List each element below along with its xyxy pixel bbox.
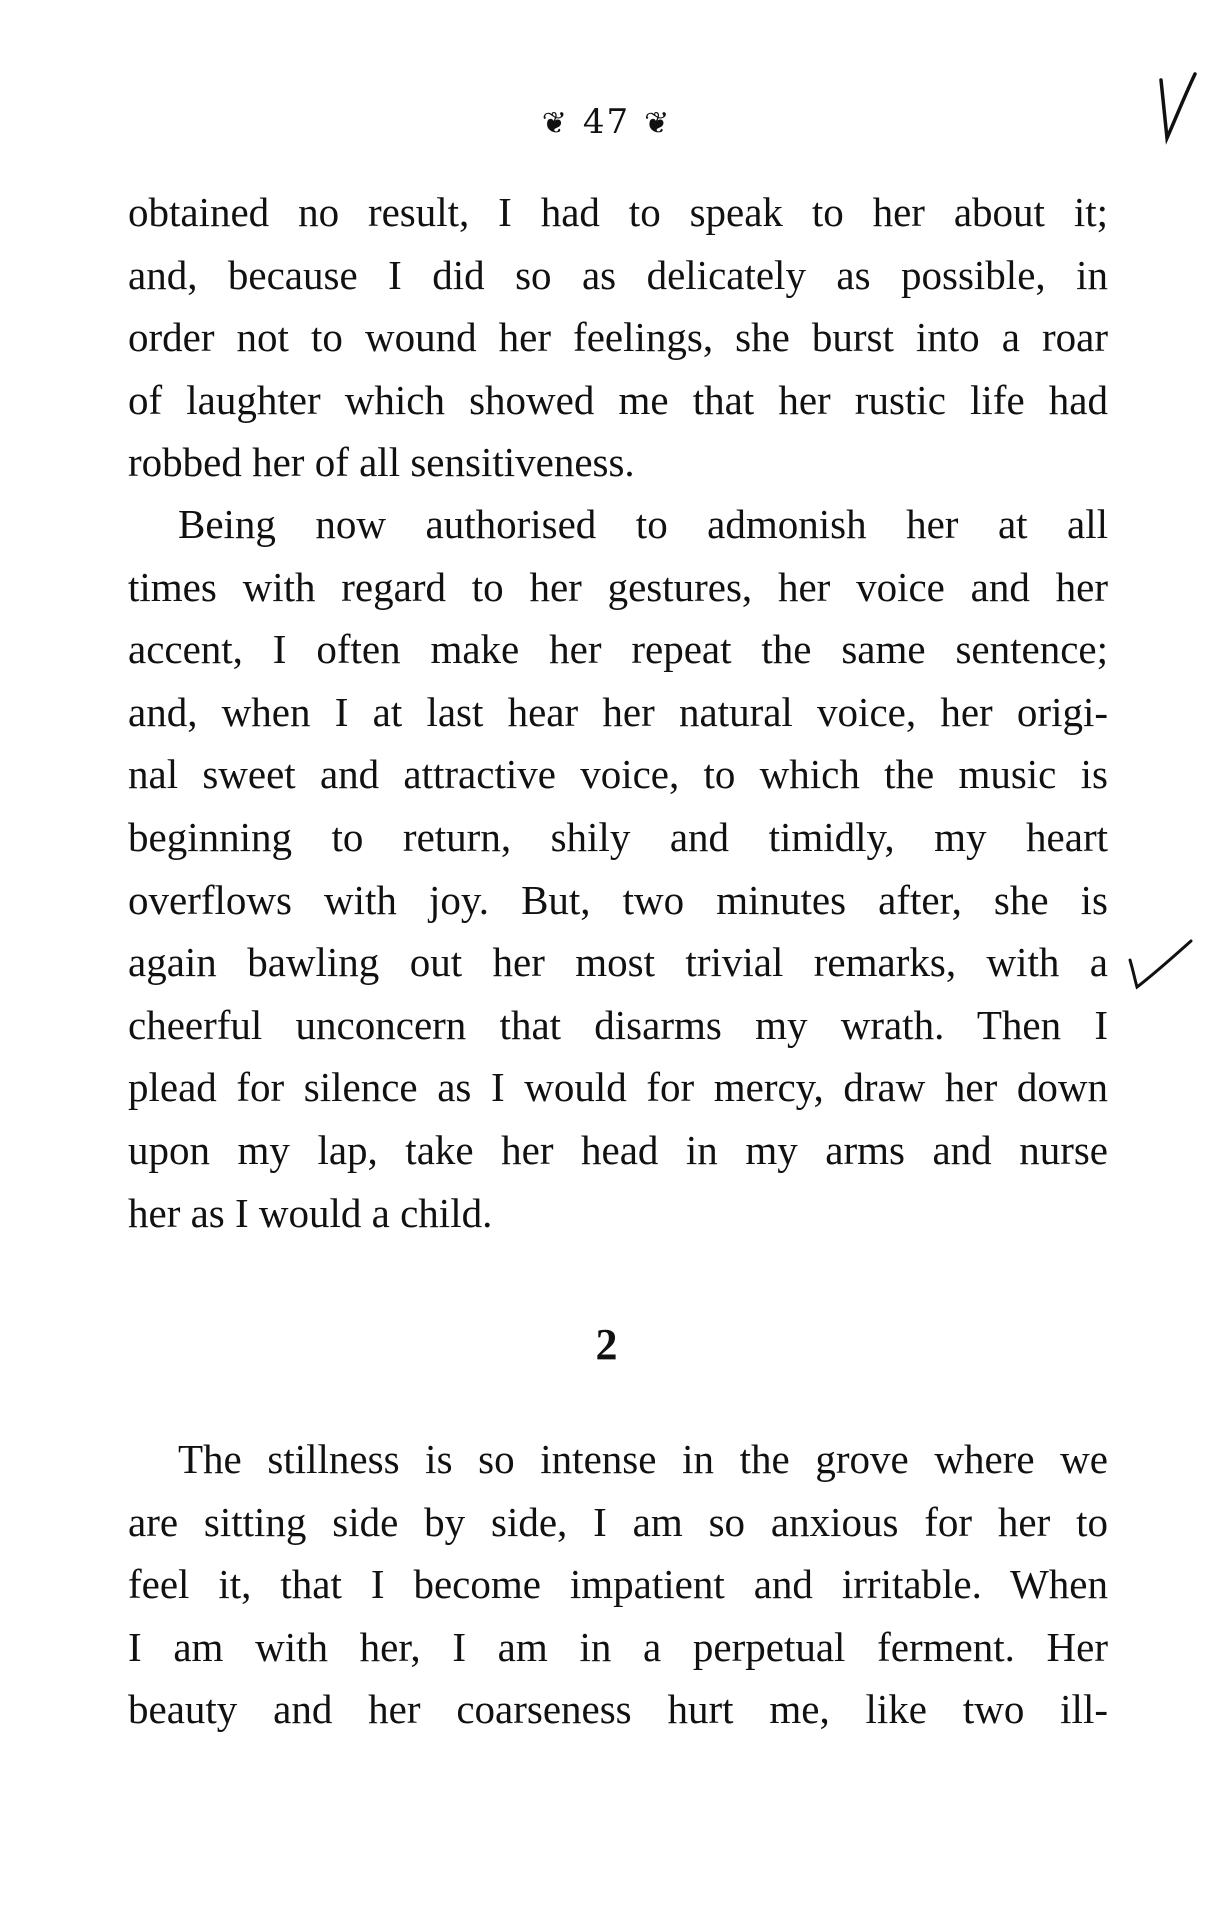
ornament-left-icon: ❦ <box>541 106 569 141</box>
paragraph-2 <box>128 493 1108 1244</box>
text-line: The stillness is so intense in the grove where we <box>178 1436 1108 1482</box>
text-line: beauty and her coarseness hurt me, like two ill- <box>128 1686 1108 1733</box>
text-line: of laughter which showed me that her rustic life had <box>128 376 1108 423</box>
page-number: 47 <box>582 102 631 142</box>
text-line: and, when I at last hear her natural voice, her origi- <box>128 688 1108 735</box>
text-line: beginning to return, shily and timidly, my heart <box>128 813 1108 860</box>
page-header <box>0 102 1213 144</box>
paragraph-3 <box>128 1428 1108 1741</box>
text-line: robbed her of all sensitiveness. <box>128 439 635 486</box>
text-line: overflows with joy. But, two minutes after, she is <box>128 876 1108 923</box>
handwritten-check-mark-top-icon <box>1155 70 1200 145</box>
text-line: upon my lap, take her head in my arms and nurse <box>128 1126 1108 1173</box>
text-line: cheerful unconcern that disarms my wrath. Then I <box>128 1001 1108 1048</box>
text-line: are sitting side by side, I am so anxious for her to <box>128 1498 1108 1545</box>
text-line: accent, I often make her repeat the same sentence; <box>128 626 1108 673</box>
paragraph-1 <box>128 181 1108 494</box>
text-line: and, because I did so as delicately as possible, in <box>128 251 1108 298</box>
section-number: 2 <box>595 1320 618 1369</box>
text-line: feel it, that I become impatient and irritable. When <box>128 1561 1108 1608</box>
handwritten-check-mark-margin-icon <box>1125 935 1195 995</box>
text-line: her as I would a child. <box>128 1189 493 1236</box>
ornament-right-icon: ❦ <box>644 106 672 141</box>
text-line: obtained no result, I had to speak to her about it; <box>128 189 1108 235</box>
text-line: order not to wound her feelings, she burst into a roar <box>128 314 1108 361</box>
text-line: I am with her, I am in a perpetual ferment. Her <box>128 1623 1108 1670</box>
text-line: plead for silence as I would for mercy, draw her down <box>128 1064 1108 1111</box>
text-line: again bawling out her most trivial remarks, with a <box>128 939 1108 986</box>
text-line: times with regard to her gestures, her voice and her <box>128 563 1108 610</box>
text-line: Being now authorised to admonish her at all <box>178 501 1108 547</box>
text-line: nal sweet and attractive voice, to which the music is <box>128 751 1108 798</box>
